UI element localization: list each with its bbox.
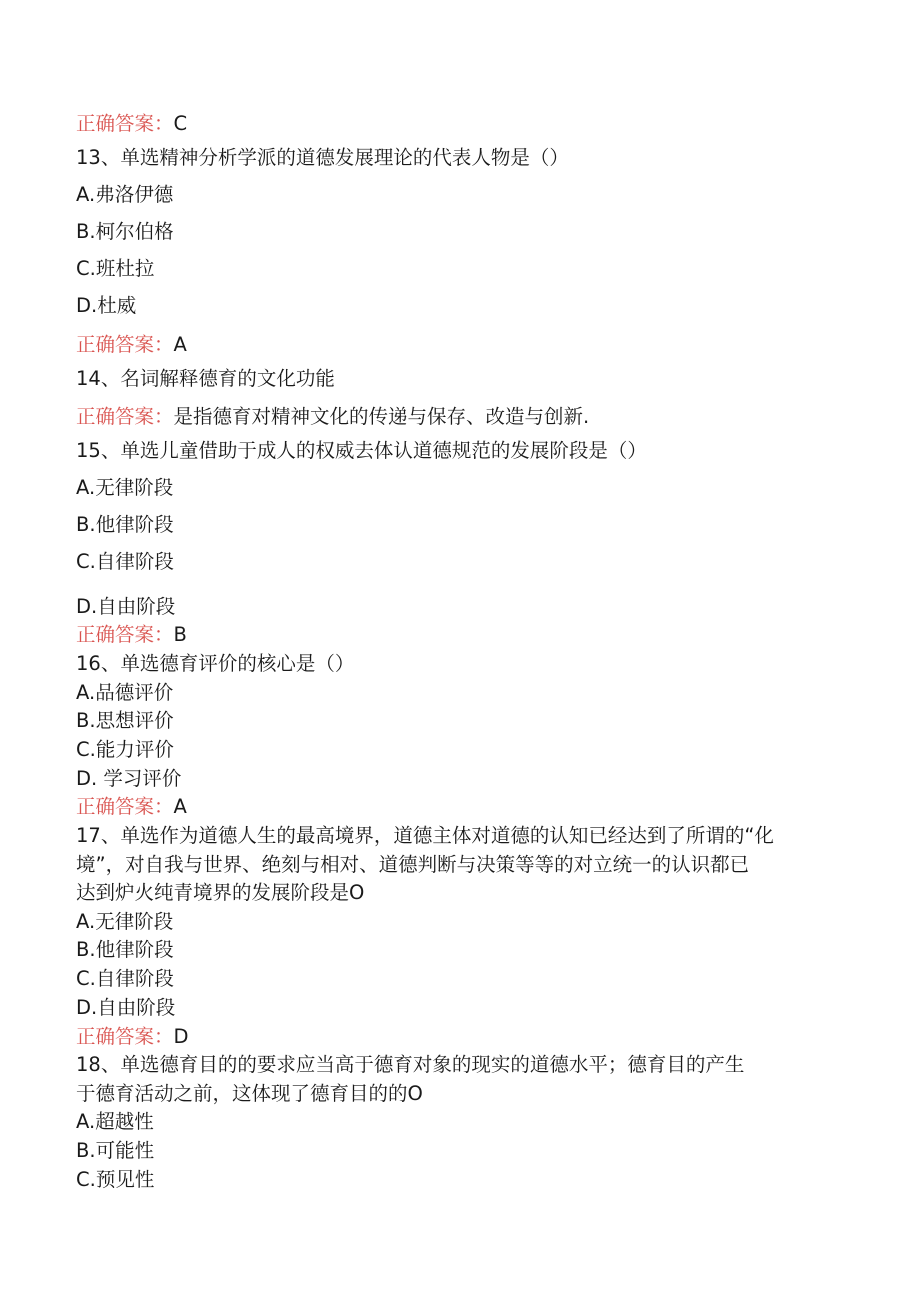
question-17-line-1: 17、单选作为道德人生的最高境界，道德主体对道德的认知已经达到了所谓的“化 — [76, 824, 774, 847]
question-14: 14、名词解释德育的文化功能 — [76, 367, 335, 390]
option-a: A.无律阶段 — [76, 910, 174, 933]
question-17-line-3: 达到炉火纯青境界的发展阶段是O — [76, 881, 365, 904]
answer-line — [76, 333, 187, 357]
option-b: B.柯尔伯格 — [76, 220, 174, 243]
option-a: A.弗洛伊德 — [76, 183, 174, 206]
answer-value: A — [173, 795, 187, 818]
answer-value: C — [173, 112, 188, 135]
question-18-line-2: 于德育活动之前，这体现了德育目的的O — [76, 1082, 423, 1105]
answer-line — [76, 795, 187, 819]
answer-value: B — [173, 623, 187, 646]
option-c: C.能力评价 — [76, 738, 174, 761]
question-16: 16、单选德育评价的核心是（） — [76, 652, 355, 675]
answer-label: 正确答案： — [76, 1025, 174, 1048]
answer-value: A — [173, 333, 187, 356]
option-d: D. 学习评价 — [76, 767, 182, 790]
answer-line — [76, 112, 187, 136]
option-c: C.自律阶段 — [76, 550, 174, 573]
answer-label: 正确答案： — [76, 623, 174, 646]
question-18-line-1: 18、单选德育目的的要求应当高于德育对象的现实的道德水平；德育目的产生 — [76, 1053, 745, 1076]
option-b: B.他律阶段 — [76, 938, 174, 961]
answer-label: 正确答案： — [76, 795, 174, 818]
option-a: A.品德评价 — [76, 681, 174, 704]
option-c: C.自律阶段 — [76, 967, 174, 990]
answer-label: 正确答案： — [76, 405, 174, 428]
answer-line — [76, 623, 187, 647]
answer-label: 正确答案： — [76, 333, 174, 356]
answer-value: D — [173, 1025, 189, 1048]
option-b: B.他律阶段 — [76, 513, 174, 536]
option-d: D.杜威 — [76, 294, 137, 317]
question-17-line-2: 境”，对自我与世界、绝刻与相对、道德判断与决策等等的对立统一的认识都已 — [76, 853, 750, 876]
option-a: A.无律阶段 — [76, 476, 174, 499]
option-d: D.自由阶段 — [76, 996, 176, 1019]
answer-line — [76, 405, 589, 429]
option-c: C.班杜拉 — [76, 257, 155, 280]
answer-label: 正确答案： — [76, 112, 174, 135]
question-13: 13、单选精神分析学派的道德发展理论的代表人物是（） — [76, 146, 569, 169]
answer-value: 是指德育对精神文化的传递与保存、改造与创新. — [173, 405, 590, 428]
option-b: B.思想评价 — [76, 709, 174, 732]
option-d: D.自由阶段 — [76, 595, 176, 618]
option-b: B.可能性 — [76, 1139, 155, 1162]
option-c: C.预见性 — [76, 1168, 155, 1191]
question-15: 15、单选儿童借助于成人的权威去体认道德规范的发展阶段是（） — [76, 439, 647, 462]
answer-line — [76, 1025, 189, 1049]
option-a: A.超越性 — [76, 1110, 154, 1133]
